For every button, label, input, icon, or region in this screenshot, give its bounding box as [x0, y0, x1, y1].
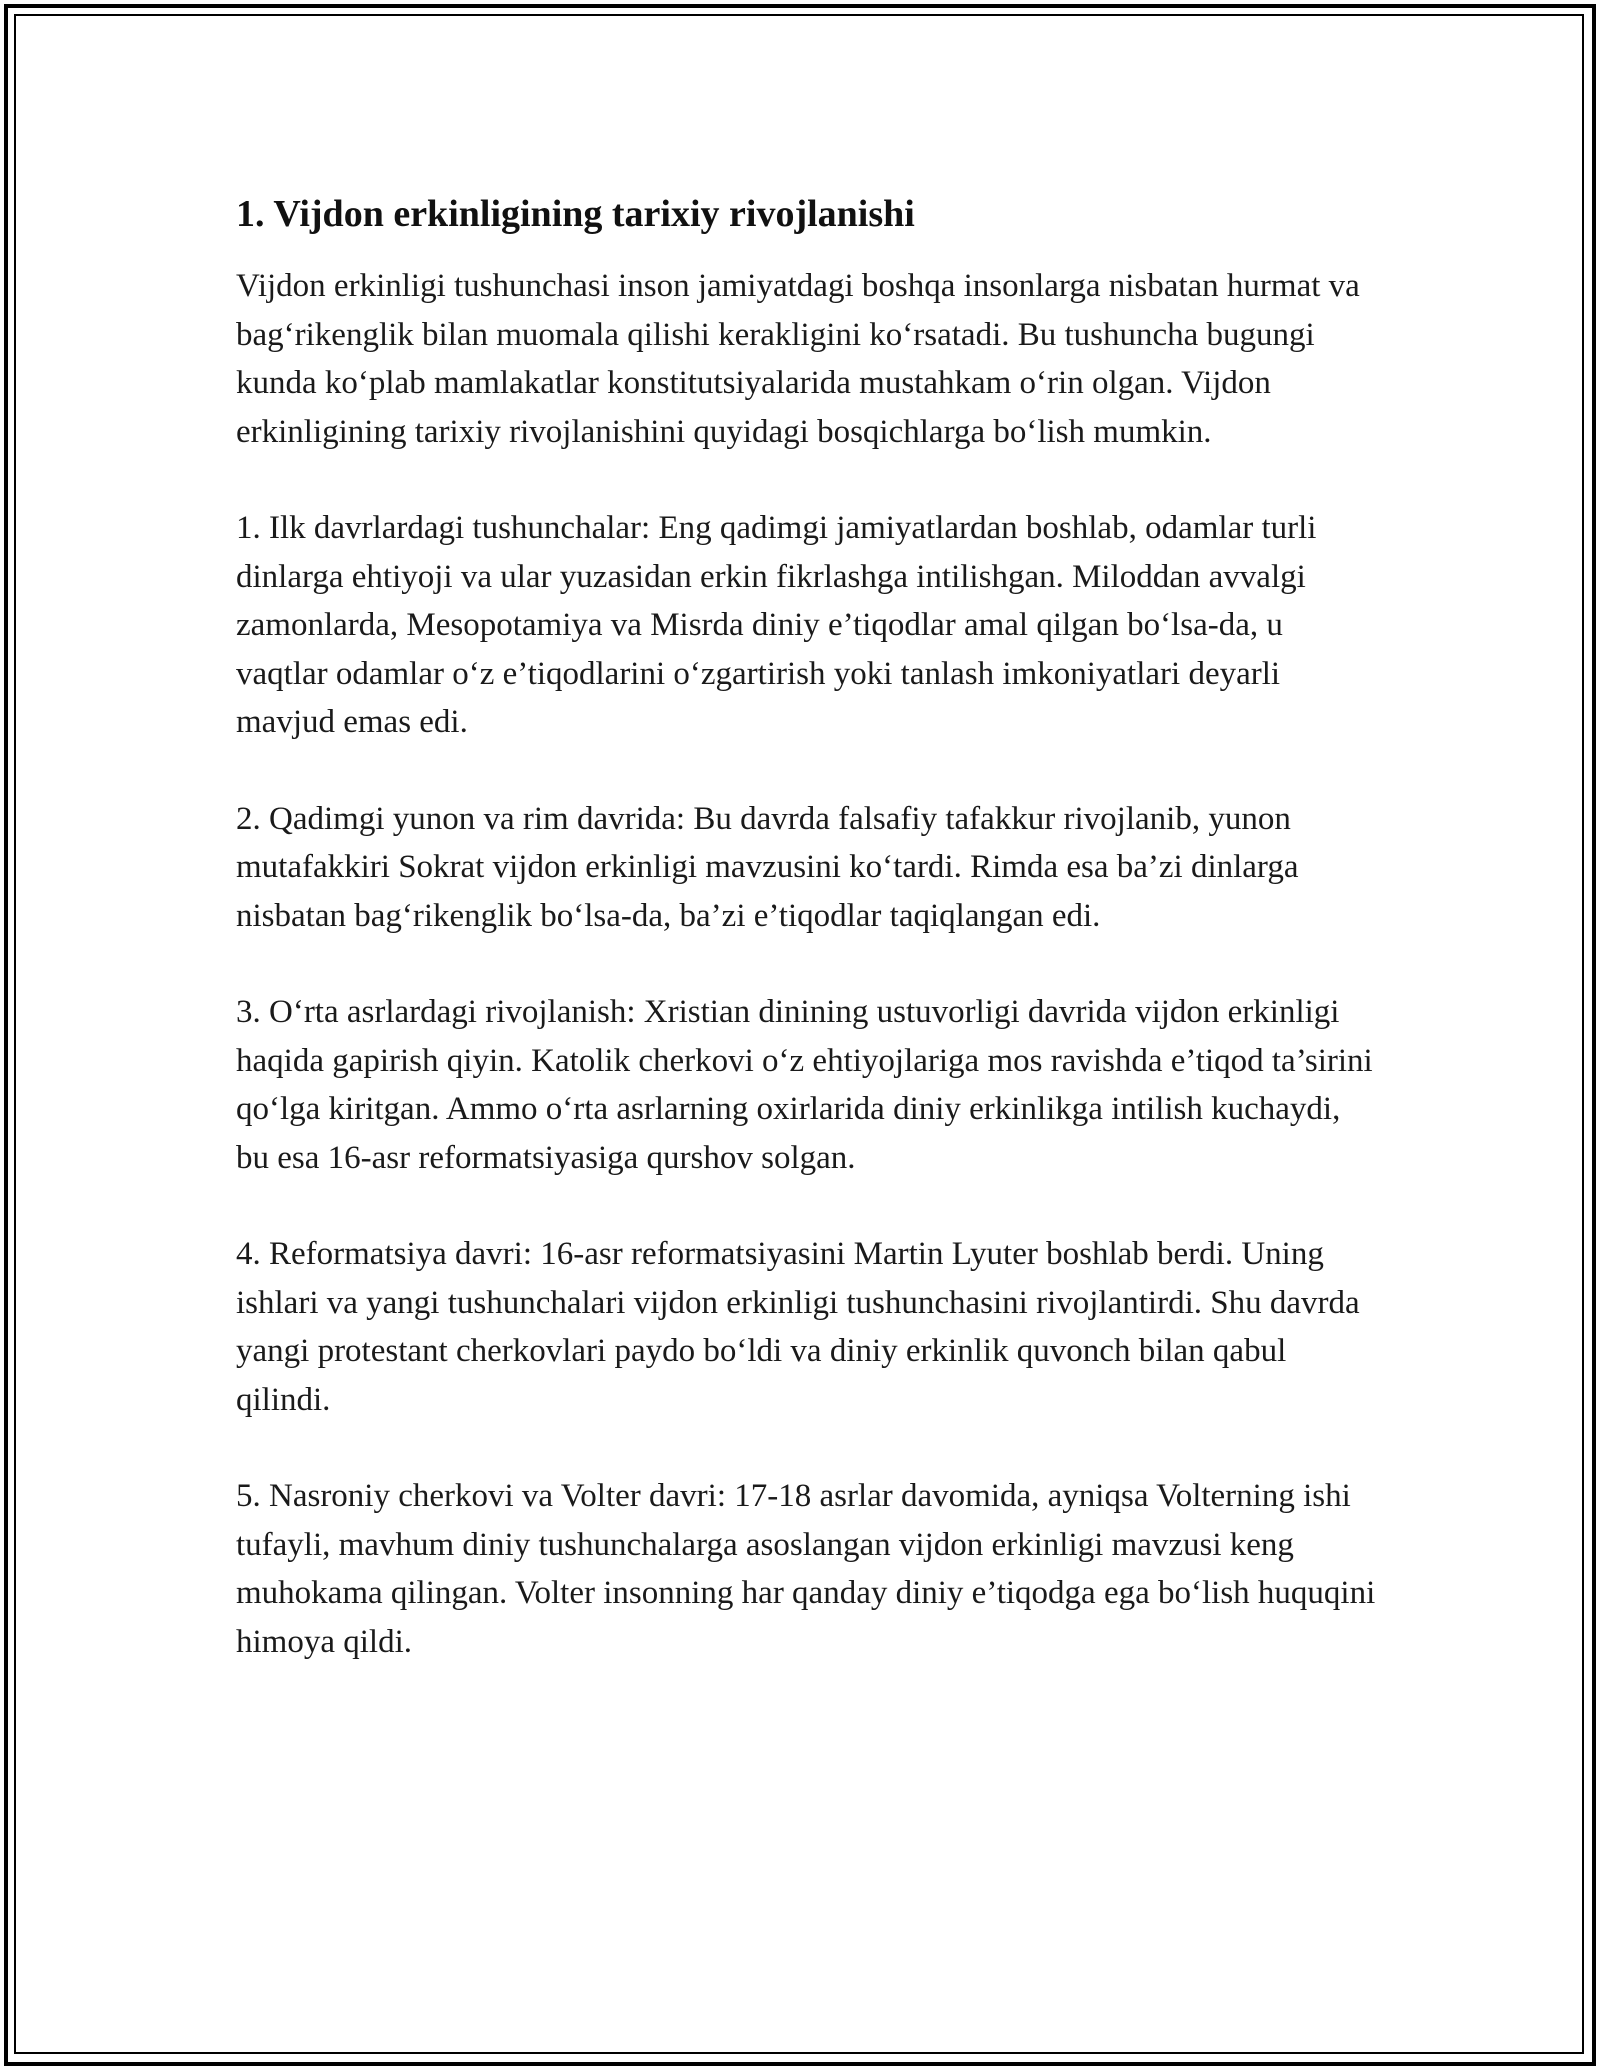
paragraph-middle-ages: 3. O‘rta asrlardagi rivojlanish: Xristian dinining ustuvorligi davrida vijdon erkinligi haqida gapirish qiyin. Katolik cherkovi o‘z ehtiyojlariga mos ravishda e’tiqod ta’sirini qo‘lga kiritgan. Ammo o‘rta asrlarning oxirlarida diniy erkinlikga intilish kuchaydi, bu esa 16-asr reformatsiyasiga qurshov solgan. [236, 994, 1373, 1176]
document-body [236, 186, 1376, 1714]
section-title: 1. Vijdon erkinligining tarixiy rivojlanishi [236, 193, 915, 235]
paragraph-early-periods: 1. Ilk davrlardagi tushunchalar: Eng qadimgi jamiyatlardan boshlab, odamlar turli dinlarga ehtiyoji va ular yuzasidan erkin fikrlashga intilishgan. Miloddan avvalgi zamonlarda, Mesopotamiya va Misrda diniy e’tiqodlar amal qilgan bo‘lsa-da, u vaqtlar odamlar o‘z e’tiqodlarini o‘zgartirish yoki tanlash imkoniyatlari deyarli mavjud emas edi. [236, 510, 1317, 740]
paragraph-reformation: 4. Reformatsiya davri: 16-asr reformatsiyasini Martin Lyuter boshlab berdi. Uning ishlari va yangi tushunchalari vijdon erkinligi tushunchasini rivojlantirdi. Shu davrda yangi protestant cherkovlari paydo bo‘ldi va diniy erkinlik quvonch bilan qabul qilindi. [236, 1236, 1360, 1418]
paragraph-greek-roman: 2. Qadimgi yunon va rim davrida: Bu davrda falsafiy tafakkur rivojlanib, yunon mutafakkiri Sokrat vijdon erkinligi mavzusini ko‘tardi. Rimda esa ba’zi dinlarga nisbatan bag‘rikenglik bo‘lsa-da, ba’zi e’tiqodlar taqiqlangan edi. [236, 800, 1299, 934]
intro-paragraph: Vijdon erkinligi tushunchasi inson jamiyatdagi boshqa insonlarga nisbatan hurmat va bag‘rikenglik bilan muomala qilishi kerakligini ko‘rsatadi. Bu tushuncha bugungi kunda ko‘plab mamlakatlar konstitutsiyalarida mustahkam o‘rin olgan. Vijdon erkinligining tarixiy rivojlanishini quyidagi bosqichlarga bo‘lish mumkin. [236, 268, 1360, 450]
paragraph-voltaire: 5. Nasroniy cherkovi va Volter davri: 17-18 asrlar davomida, ayniqsa Volterning ishi tufayli, mavhum diniy tushunchalarga asoslangan vijdon erkinligi mavzusi keng muhokama qilingan. Volter insonning har qanday diniy e’tiqodga ega bo‘lish huquqini himoya qildi. [236, 1478, 1376, 1660]
